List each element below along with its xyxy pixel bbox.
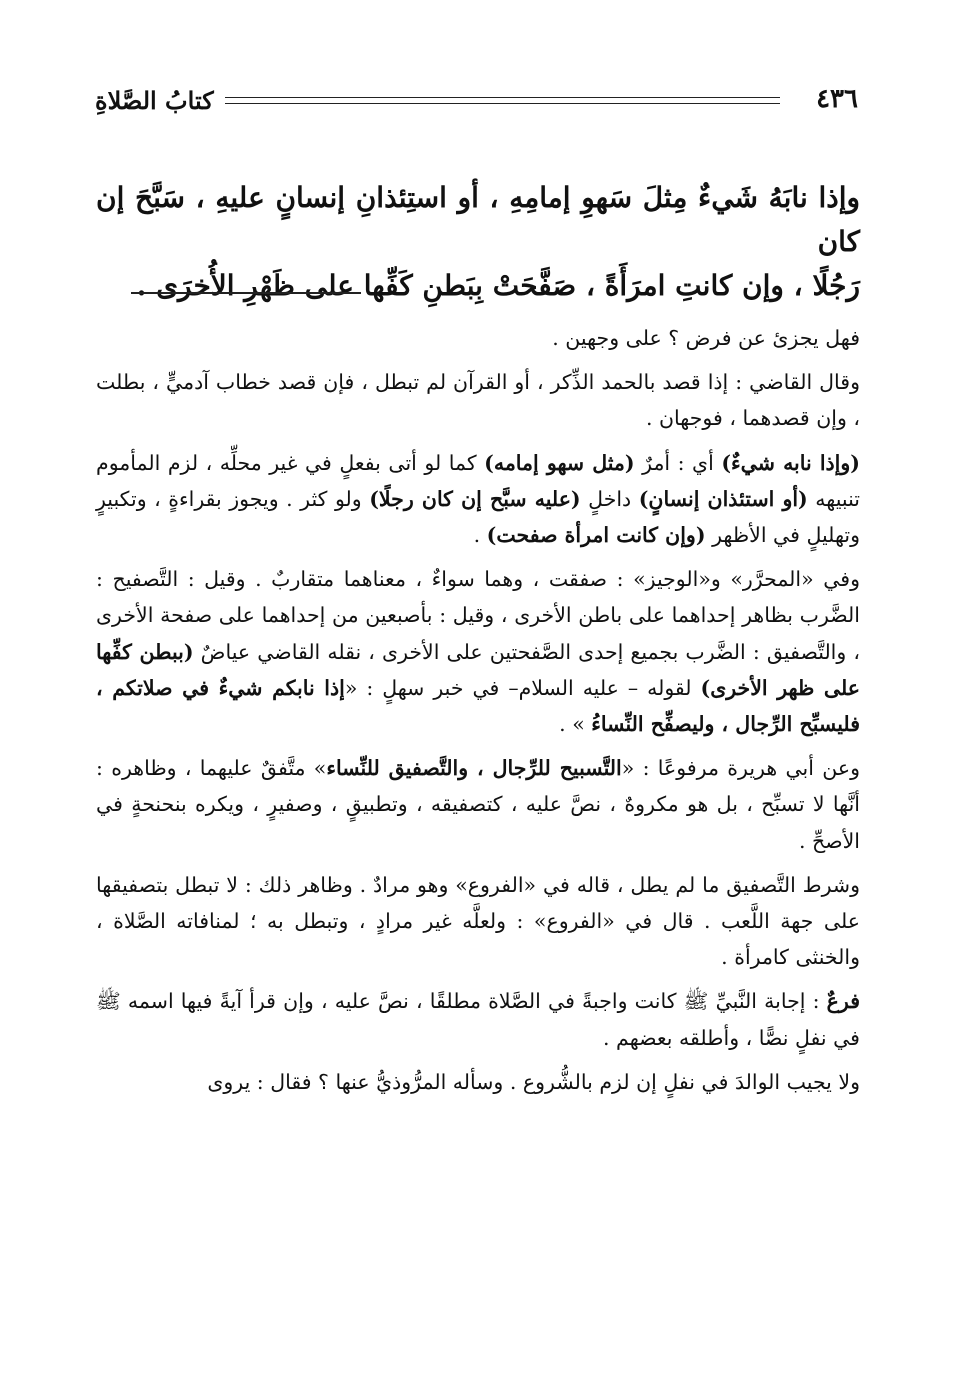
commentary-paragraph [96, 750, 860, 859]
text-run: وشرط التَّصفيق ما لم يطل ، قاله في «الفروع» وهو مرادٌ . وظاهر ذلك : لا تبطل بتصفيقها على جهة اللَّعب . قال في «الفروع» : ولعلَّه غير مرادٍ ، وتبطل به ؛ لمنافاته الصَّلاة ، والخنثى كامرأة . [96, 872, 860, 970]
text-run: ولو كثر . ويجوز بقراءةٍ ، وتكبيرٍ وتهليلٍ في الأظهر [96, 486, 860, 548]
text-run: وقال القاضي : إذا قصد بالحمد الذِّكر ، أو القرآن لم تبطل ، فإن قصد خطاب آدميٍّ ، بطلت ، وإن قصدهما ، فوجهان . [96, 370, 860, 431]
text-run: ولا يجيب الوالدَ في نفلٍ إن لزم بالشُّروع . وسأله المرُّوذيُّ عنها ؟ فقال : يروى [207, 1069, 860, 1094]
matn-line: رَجُلًا ، وإن كانتِ امرَأَةً ، صَفَّحَتْ بِبَطنِ كَفِّها على ظَهْرِ الأُخرَى . [136, 269, 860, 302]
bold-quote: فرعٌ [826, 989, 860, 1014]
separator-rule [131, 292, 361, 294]
bold-quote: (ببطن كفِّها على ظهر الأخرى) [96, 639, 860, 700]
header-rule [225, 97, 780, 104]
text-run: . [473, 523, 487, 548]
text-run: كما لو أتى بفعلٍ في غير محلِّه ، لزم المأموم تنبيهه [96, 450, 860, 511]
commentary-paragraph [96, 320, 860, 356]
bold-quote: (وإذا نابه شيءٌ) [721, 450, 860, 475]
commentary-paragraph [96, 867, 860, 976]
running-header [95, 84, 858, 124]
text-run: لقوله – عليه السلام– في خبر سهلٍ : « [344, 675, 701, 700]
commentary-paragraph [96, 445, 860, 554]
bold-quote: (مثل سهو إمامه) [484, 450, 635, 475]
commentary-paragraph [96, 983, 860, 1055]
page-number: ٤٣٦ [816, 84, 858, 114]
bold-quote: (وإن كانت امرأة صفحت) [486, 523, 706, 548]
text-run: فهل يجزئ عن فرض ؟ على وجهين . [552, 326, 860, 350]
text-run: داخلٍ [580, 486, 639, 511]
bold-quote: (أو استئذان إنسانٍ) [638, 486, 808, 511]
text-run: وفي «المحرَّر» و«الوجيز» : صفقت ، وهما سواءٌ ، معناهما متقاربٌ . وقيل : التَّصفيح : الضَّرب بظاهر إحداهما على باطن الأخرى ، وقيل : بأصبعين من إحداهما على صفحة الأخرى ، والتَّصفيق : الضَّرب بجميع إحدى الصَّفحتين على الأخرى ، نقله القاضي عياضٌ [96, 567, 860, 664]
text-run: » متَّفقٌ عليهما ، وظاهره : أنَّها لا تسبِّح ، بل هو مكروهٌ ، نصَّ عليه ، كتصفيقه ، وتطبيقٍ ، وصفيرٍ ، ويكره بنحنحةٍ في الأصحِّ . [96, 756, 860, 853]
text-run: : إجابة النَّبيِّ ﷺ كانت واجبةً في الصَّلاة مطلقًا ، نصَّ عليه ، وإن قرأ آيةً فيها اسمه ﷺ في نفلٍ نصًّا ، وأطلقه بعضهم . [96, 989, 860, 1050]
commentary-paragraph [96, 364, 860, 436]
matn-text [96, 176, 860, 308]
text-run: وعن أبي هريرة مرفوعًا : « [621, 756, 860, 781]
text-run: » . [559, 712, 592, 737]
commentary-paragraph [96, 561, 860, 742]
matn-line: وإذا نابَهُ شَيءٌ مِثلَ سَهوِ إمامِهِ ، أو استِئذانِ إنسانٍ عليهِ ، سَبَّحَ إن كان [96, 181, 860, 258]
bold-quote: (عليه سبَّح إن كان رجلًا) [369, 486, 581, 511]
commentary [96, 320, 860, 1108]
running-title: كتابُ الصَّلاةِ [95, 86, 214, 115]
commentary-paragraph [96, 1064, 860, 1100]
text-run: أي : أمرٌ [634, 450, 722, 475]
bold-quote: التَّسبيح للرِّجال ، والتَّصفيق للنِّساء [326, 756, 622, 781]
bold-quote: إذا نابكم شيءٌ في صلاتكم ، فليسبِّح الرِّجال ، وليصفِّح النِّساءُ [96, 675, 860, 737]
